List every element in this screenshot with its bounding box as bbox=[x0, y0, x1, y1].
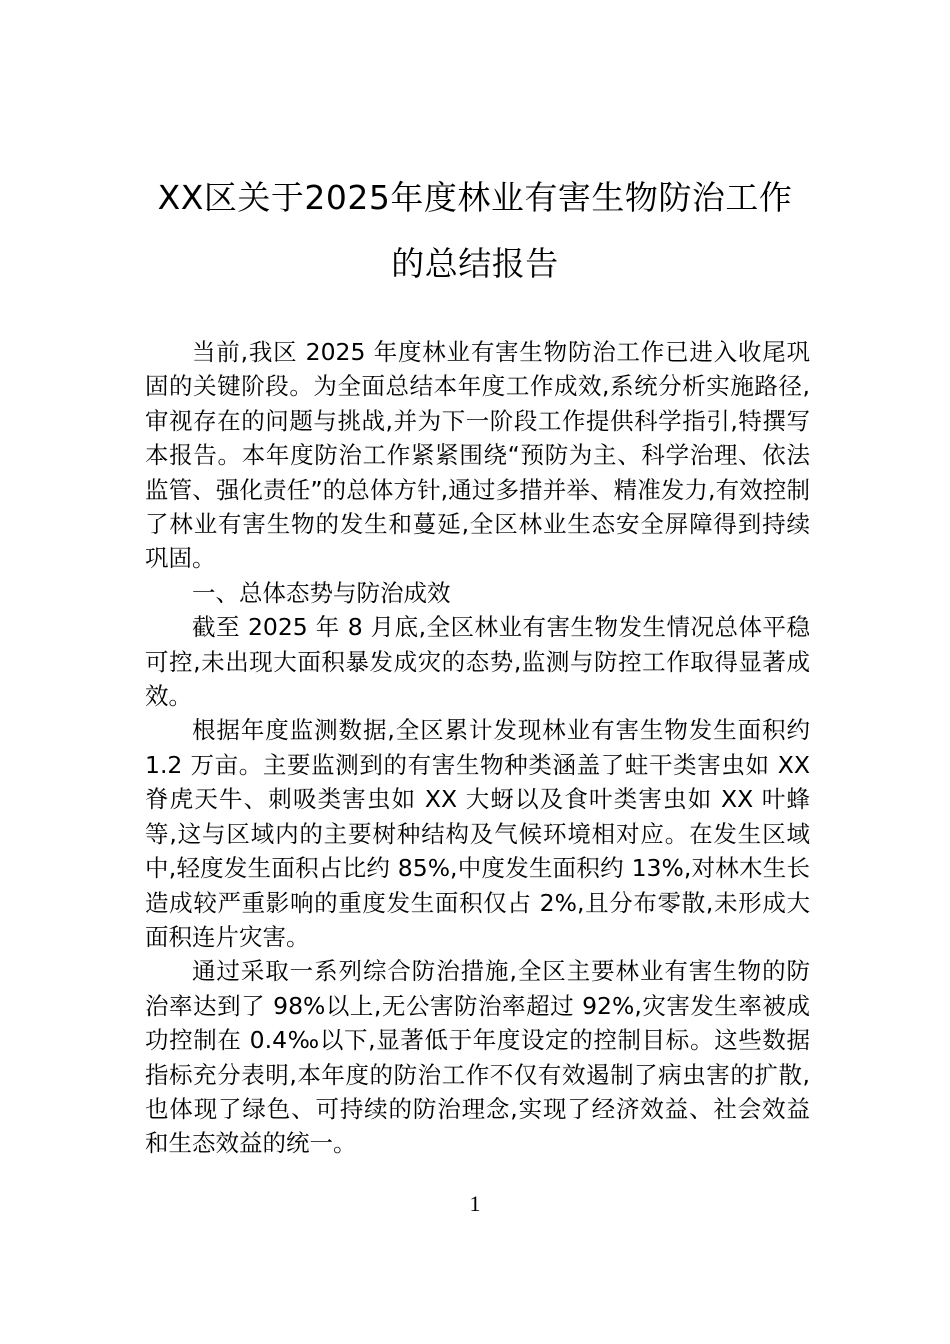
document-title: XX区关于2025年度林业有害生物防治工作的总结报告 bbox=[157, 178, 793, 283]
document-body bbox=[145, 335, 810, 1161]
paragraph-monitoring: 根据年度监测数据,全区累计发现林业有害生物发生面积约 1.2 万亩。主要监测到的有害生物种类涵盖了蛀干类害虫如 XX 脊虎天牛、刺吸类害虫如 XX 大蚜以及食叶类害虫如 XX 叶蜂等,这与区域内的主要树种结构及气候环境相对应。在发生区域中,轻度发生面积占比约 85%,中度发生面积约 13%,对林木生长造成较严重影响的重度发生面积仅占 2%,且分布零散,未形成大面积连片灾害。 bbox=[145, 716, 810, 951]
page-number: 1 bbox=[469, 1191, 481, 1216]
section-heading: 一、总体态势与防治成效 bbox=[192, 578, 451, 607]
paragraph-intro: 当前,我区 2025 年度林业有害生物防治工作已进入收尾巩固的关键阶段。为全面总结本年度工作成效,系统分析实施路径,审视存在的问题与挑战,并为下一阶段工作提供科学指引,特撰写本报告。本年度防治工作紧紧围绕“预防为主、科学治理、依法监管、强化责任”的总体方针,通过多措并举、精准发力,有效控制了林业有害生物的发生和蔓延,全区林业生态安全屏障得到持续巩固。 bbox=[145, 338, 810, 573]
paragraph-overview: 截至 2025 年 8 月底,全区林业有害生物发生情况总体平稳可控,未出现大面积暴发成灾的态势,监测与防控工作取得显著成效。 bbox=[145, 613, 810, 711]
paragraph-results: 通过采取一系列综合防治措施,全区主要林业有害生物的防治率达到了 98%以上,无公害防治率超过 92%,灾害发生率被成功控制在 0.4‰以下,显著低于年度设定的控制目标。这些数据指标充分表明,本年度的防治工作不仅有效遏制了病虫害的扩散,也体现了绿色、可持续的防治理念,实现了经济效益、社会效益和生态效益的统一。 bbox=[145, 957, 810, 1158]
